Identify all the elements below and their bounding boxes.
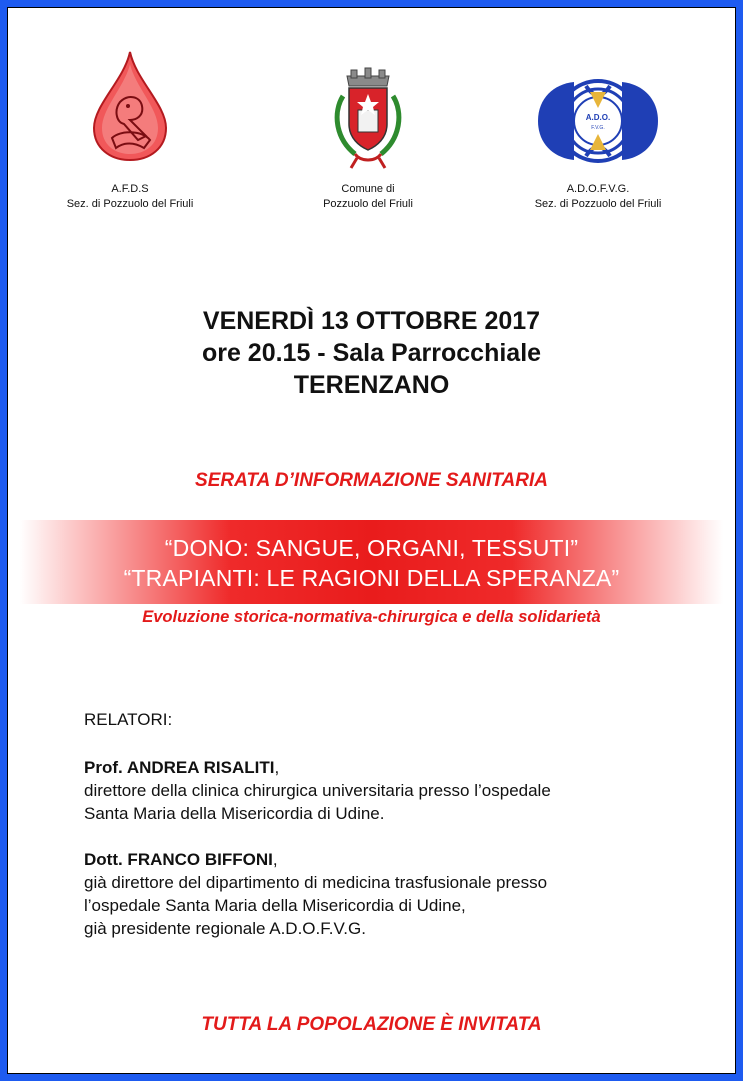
comune-caption-line2: Pozzuolo del Friuli bbox=[323, 198, 413, 210]
relatori-label: RELATORI: bbox=[84, 710, 173, 729]
comune-logo bbox=[248, 66, 488, 175]
invitation-text: TUTTA LA POPOLAZIONE È INVITATA bbox=[201, 1014, 542, 1035]
banner-line1: “DONO: SANGUE, ORGANI, TESSUTI” bbox=[164, 535, 579, 561]
afds-caption-line1: A.F.D.S bbox=[111, 183, 149, 195]
afds-caption-line2: Sez. di Pozzuolo del Friuli bbox=[66, 198, 194, 210]
comune-caption bbox=[248, 182, 488, 212]
speaker-1-line1: direttore della clinica chirurgica universitaria presso l’ospedale bbox=[84, 781, 551, 800]
speaker-1: Prof. ANDREA RISALITI, direttore della clinica chirurgica universitaria presso l’ospedale Santa Maria della Misericordia di Udine. bbox=[84, 758, 551, 823]
speaker-1-line2: Santa Maria della Misericordia di Udine. bbox=[84, 804, 385, 823]
speaker-1-name: Prof. ANDREA RISALITI bbox=[84, 758, 275, 777]
event-info bbox=[0, 305, 743, 401]
event-time-place: ore 20.15 - Sala Parrocchiale bbox=[201, 339, 542, 367]
emblem-subtext: F.V.G. bbox=[591, 125, 605, 131]
speaker-2-line3: già presidente regionale A.D.O.F.V.G. bbox=[84, 919, 366, 938]
speaker-2-name: Dott. FRANCO BIFFONI bbox=[84, 850, 273, 869]
event-date: VENERDÌ 13 OTTOBRE 2017 bbox=[202, 307, 541, 335]
adofvg-caption bbox=[478, 182, 718, 212]
ado-emblem-icon bbox=[534, 78, 662, 164]
adofvg-caption-line2: Sez. di Pozzuolo del Friuli bbox=[534, 198, 662, 210]
afds-caption bbox=[10, 182, 250, 212]
speaker-2: Dott. FRANCO BIFFONI, già direttore del dipartimento di medicina trasfusionale presso l’ospedale Santa Maria della Misericordia di Udine, già presidente regionale A.D.O.F.V.G. bbox=[84, 850, 548, 938]
adofvg-caption-line1: A.D.O.F.V.G. bbox=[566, 183, 630, 195]
speaker-2-line2: l’ospedale Santa Maria della Misericordia di Udine, bbox=[84, 896, 466, 915]
subtitle: Evoluzione storica-normativa-chirurgica e della solidarietà bbox=[142, 608, 601, 626]
adofvg-logo bbox=[478, 78, 718, 169]
comune-caption-line1: Comune di bbox=[341, 183, 395, 195]
event-town: TERENZANO bbox=[293, 371, 450, 399]
banner-line2: “TRAPIANTI: LE RAGIONI DELLA SPERANZA” bbox=[123, 565, 620, 591]
blood-drop-pelican-icon bbox=[90, 50, 170, 162]
emblem-text: A.D.O. bbox=[585, 113, 611, 122]
afds-logo bbox=[10, 50, 250, 167]
serata-title: SERATA D’INFORMAZIONE SANITARIA bbox=[195, 470, 548, 491]
banner-text bbox=[0, 533, 743, 593]
coat-of-arms-icon bbox=[325, 66, 411, 170]
speaker-2-line1: già direttore del dipartimento di medicina trasfusionale presso bbox=[84, 873, 548, 892]
